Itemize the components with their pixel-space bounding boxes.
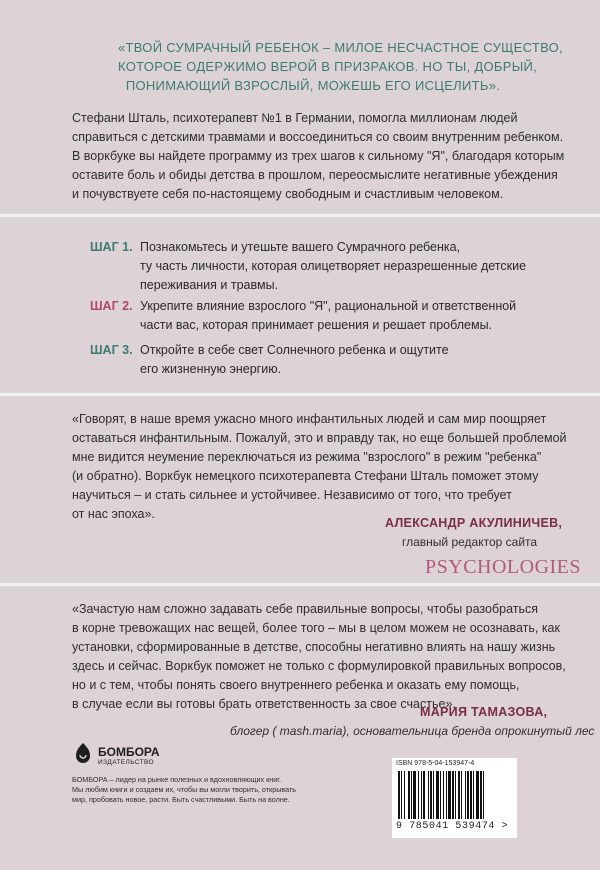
divider [0,583,600,586]
blurb-line: БОМБОРА – лидер на рынке полезных и вдохновляющих книг. [72,775,281,784]
barcode-stripe [430,771,432,819]
bombora-logo-icon [72,742,94,766]
review-2-line: в корне тревожащих нас вещей, более того – мы в целом можем не осознавать, как [72,621,560,635]
review-2-line: в случае если вы готовы брать ответственность за свое счастье». [72,697,456,711]
barcode-stripe [461,771,462,819]
barcode-stripe [455,771,456,819]
barcode-stripe [458,771,460,819]
publisher-blurb [72,775,296,805]
blurb-line: мир, пробовать новое, расти. Быть счастливыми. Быть на волне. [72,795,290,804]
barcode-stripe [421,771,422,819]
review-2-line: «Зачастую нам сложно задавать себе правильные вопросы, чтобы разобраться [72,602,539,616]
barcode-stripe [470,771,472,819]
barcode-stripe [473,771,474,819]
step-3-line: его жизненную энергию. [140,362,282,376]
step-1-line: ту часть личности, которая олицетворяет неразрешенные детские [140,259,527,273]
review-1-line: оставаться инфантильным. Пожалуй, это и вправду так, но еще большей проблемой [72,431,567,445]
barcode-stripe [413,771,416,819]
review-1-line: научиться – и стать сильнее и устойчивее. Независимо от того, что требует [72,488,512,502]
barcode-stripe [401,771,402,819]
intro-paragraph [72,109,565,204]
review-2-line: установки, сформированные в детстве, способны негативно влиять на нашу жизнь [72,640,556,654]
review-2-line: здесь и сейчас. Воркбук поможет не только с формулировкой правильных вопросов, [72,659,566,673]
review-1-line: от нас эпоха». [72,507,155,521]
barcode-stripe [443,771,444,819]
divider [0,214,600,217]
step-2-label: ШАГ 2. [90,299,133,313]
intro-line: справиться с детскими травмами и воссоединиться со своим внутренним ребенком. [72,130,564,144]
psychologies-logo: PSYCHOLOGIES [425,556,582,578]
barcode-stripe [436,771,439,819]
barcode-stripe [404,771,405,819]
step-2-line: Укрепите влияние взрослого "Я", рациональной и ответственной [140,299,517,313]
barcode-stripe [418,771,419,819]
step-1-line: Познакомьтесь и утешьте вашего Сумрачного ребенка, [140,240,461,254]
review-2-line: но и с тем, чтобы понять своего внутреннего ребенка и оказать ему помощь, [72,678,520,692]
barcode-stripe [483,771,484,819]
barcode-stripe [398,771,400,819]
barcode-stripe [411,771,412,819]
barcode-stripe [448,771,451,819]
top-quote-line: КОТОРОЕ ОДЕРЖИМО ВЕРОЙ В ПРИЗРАКОВ. НО ТЫ, ДОБРЫЙ, [118,59,538,74]
barcode [398,771,510,819]
barcode-stripe [480,771,482,819]
publisher-sub: ИЗДАТЕЛЬСТВО [98,759,154,766]
review-1-line: «Говорят, в наше время ужасно много инфантильных людей и сам мир поощряет [72,412,547,426]
barcode-stripe [433,771,434,819]
divider [0,393,600,396]
step-3-label: ШАГ 3. [90,343,133,357]
isbn-text: ISBN 978-5-04-153947-4 [396,760,475,767]
barcode-stripe [467,771,469,819]
barcode-stripe [452,771,454,819]
barcode-stripe [408,771,410,819]
top-quote [118,38,563,95]
blurb-line: Мы любим книги и создаем их, чтобы вы могли творить, открывать [72,785,296,794]
top-quote-line: ПОНИМАЮЩИЙ ВЗРОСЛЫЙ, МОЖЕШЬ ЕГО ИСЦЕЛИТЬ». [125,78,501,93]
review-1-text [72,410,567,524]
step-1-line: переживания и травмы. [140,278,279,292]
barcode-stripe [423,771,425,819]
barcode-stripe [465,771,466,819]
step-1-label: ШАГ 1. [90,240,133,254]
review-2-role: блогер ( mash.maria), основательница бренда опрокинутый лес [230,724,595,738]
barcode-stripe [428,771,429,819]
step-2-line: части вас, которая принимает решения и решает проблемы. [140,318,493,332]
review-1-role: главный редактор сайта [402,535,538,549]
intro-line: оставите боль и обиды детства в прошлом, переосмыслите негативные убеждения [72,168,558,182]
top-quote-line: «ТВОЙ СУМРАЧНЫЙ РЕБЕНОК – МИЛОЕ НЕСЧАСТНОЕ СУЩЕСТВО, [118,40,563,55]
review-2-author: МАРИЯ ТАМАЗОВА, [420,705,548,719]
review-1-author: АЛЕКСАНДР АКУЛИНИЧЕВ, [385,516,563,530]
barcode-number: 9 785041 539474 > [396,821,509,832]
barcode-stripe [440,771,441,819]
intro-line: В воркбуке вы найдете программу из трех шагов к сильному "Я", благодаря которым [72,149,565,163]
barcode-stripe [476,771,479,819]
intro-line: и почувствуете себя по-настоящему свободным и счастливым человеком. [72,187,504,201]
review-1-line: мне видится неумение переключаться из режима "взрослого" в режим "ребенка" [72,450,542,464]
review-2-text [72,600,566,714]
review-1-line: (и обратно). Воркбук немецкого психотерапевта Стефани Шталь поможет этому [72,469,539,483]
barcode-stripe [446,771,447,819]
publisher-name: БОМБОРА [98,745,160,759]
intro-line: Стефани Шталь, психотерапевт №1 в Германии, помогла миллионам людей [72,111,518,125]
step-3-line: Откройте в себе свет Солнечного ребенка и ощутите [140,343,449,357]
